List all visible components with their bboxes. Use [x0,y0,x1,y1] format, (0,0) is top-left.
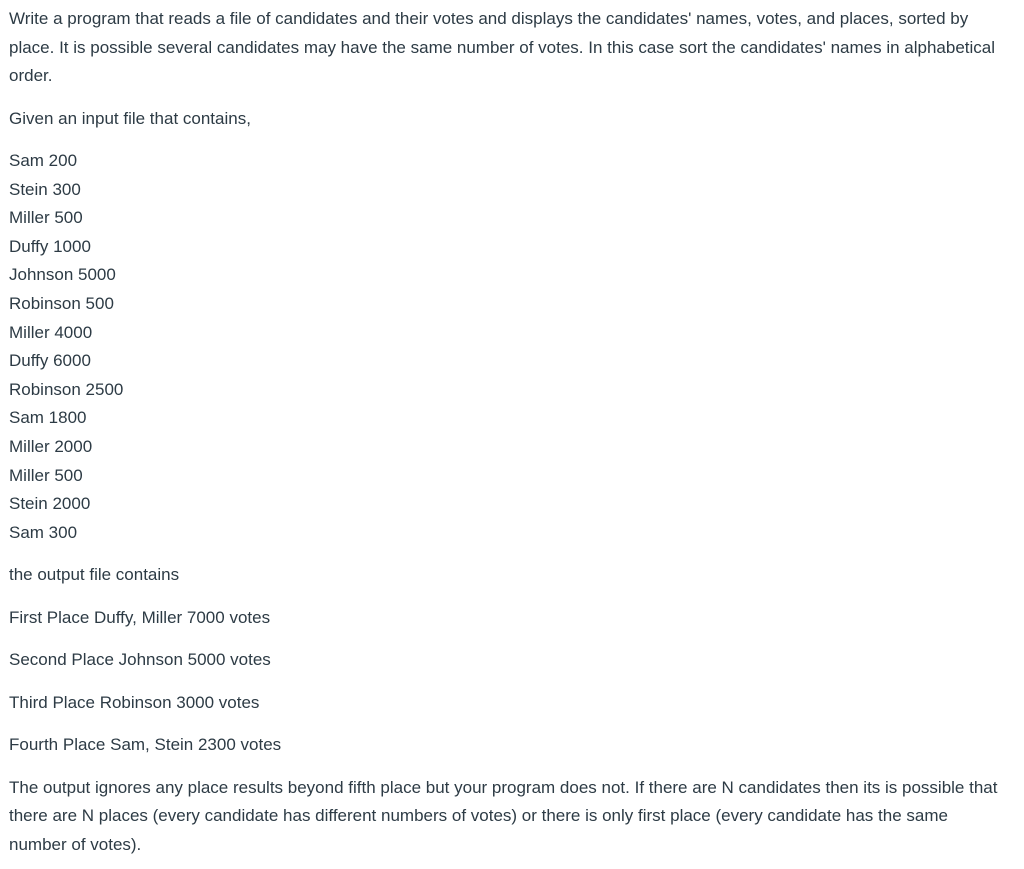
closing-note: The output ignores any place results beyond fifth place but your program does not. If there are N candidates then its is possible that there are N places (every candidate has different numbers of votes) or there is only first place (every candidate has the same number of votes). [9,777,998,854]
output-file-label: the output file contains [9,565,180,585]
input-line: Duffy 1000 [9,236,91,256]
input-line: Sam 300 [9,522,78,542]
input-line: Duffy 6000 [9,351,91,371]
problem-statement: Write a program that reads a file of candidates and their votes and displays the candidates' names, votes, and places, sorted by place. It is possible several candidates may have the same number of votes. In this case sort the candidates' names in alphabetical order. [9,9,996,85]
input-line: Miller 4000 [9,322,93,342]
input-line: Robinson 500 [9,293,114,313]
input-line: Robinson 2500 [9,379,124,399]
input-line: Johnson 5000 [9,265,116,285]
input-line: Sam 1800 [9,408,87,428]
output-line: Fourth Place Sam, Stein 2300 votes [9,735,282,755]
input-file-label: Given an input file that contains, [9,108,251,128]
input-line: Miller 2000 [9,436,93,456]
output-file-lines [9,604,1004,760]
input-file-lines [9,147,1004,547]
input-line: Stein 2000 [9,494,91,514]
output-line: Second Place Johnson 5000 votes [9,650,271,670]
input-line: Sam 200 [9,151,78,170]
output-line: First Place Duffy, Miller 7000 votes [9,607,271,627]
input-line: Miller 500 [9,208,83,228]
input-line: Miller 500 [9,465,83,485]
output-line: Third Place Robinson 3000 votes [9,692,260,712]
input-line: Stein 300 [9,179,81,199]
